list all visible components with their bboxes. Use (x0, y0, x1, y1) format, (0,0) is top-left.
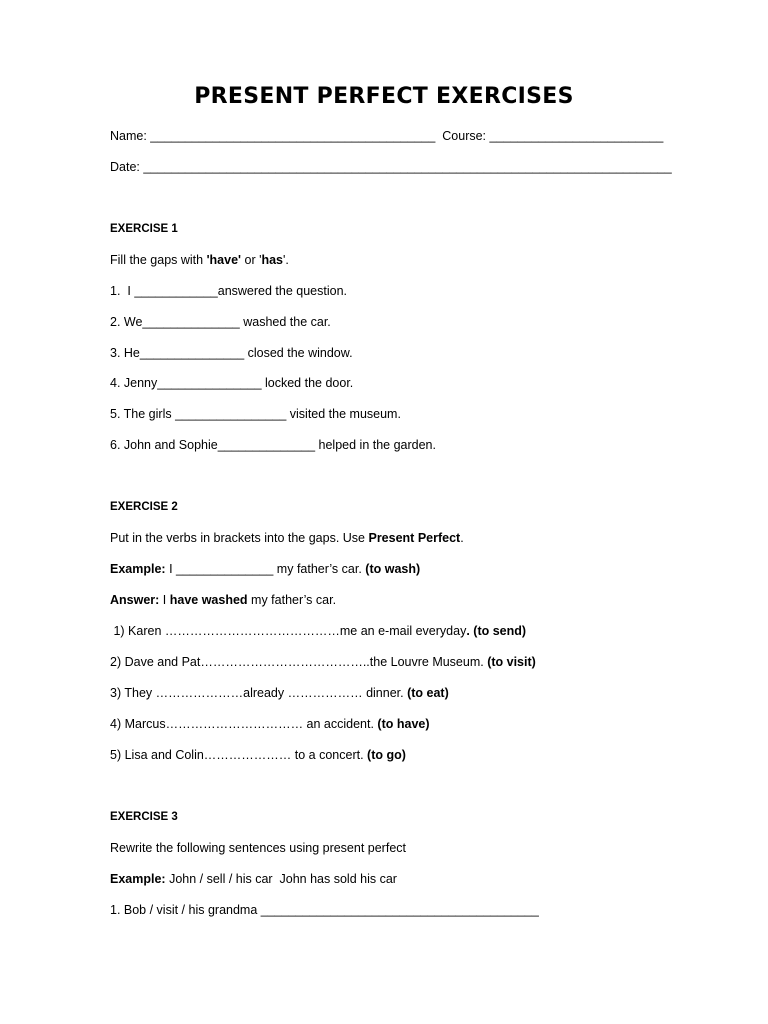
exercise-2-item: 2) Dave and Pat…………………………………..the Louvre Museum. (to visit) (110, 655, 536, 669)
exercise-1-item: 1. I ____________answered the question. (110, 284, 347, 298)
exercise-2-item: 4) Marcus…………………………… an accident. (to have) (110, 717, 430, 731)
exercise-1-item: 4. Jenny_______________ locked the door. (110, 376, 354, 390)
exercise-1-heading: EXERCISE 1 (110, 223, 178, 235)
exercise-3-item: 1. Bob / visit / his grandma ________________________________________ (110, 903, 539, 917)
exercise-1-item: 5. The girls ________________ visited the museum. (110, 407, 401, 421)
exercise-2-example: Example: I ______________ my father’s car. (to wash) (110, 562, 421, 576)
name-course-line: Name: _________________________________________ Course: _________________________ (110, 129, 664, 143)
exercise-2-item: 1) Karen ……………………………………me an e-mail everyday. (to send) (110, 624, 527, 638)
exercise-2-heading: EXERCISE 2 (110, 501, 178, 513)
exercise-1-item: 2. We______________ washed the car. (110, 315, 331, 329)
exercise-1-item: 3. He_______________ closed the window. (110, 346, 353, 360)
exercise-3-heading: EXERCISE 3 (110, 811, 178, 823)
exercise-2-instructions: Put in the verbs in brackets into the gaps. Use Present Perfect. (110, 531, 464, 545)
exercise-2-item: 5) Lisa and Colin………………… to a concert. (to go) (110, 748, 406, 762)
date-line: Date: ____________________________________________________________________________ (110, 160, 672, 174)
exercise-1-item: 6. John and Sophie______________ helped in the garden. (110, 438, 436, 452)
page-title: PRESENT PERFECT EXERCISES (194, 84, 574, 109)
exercise-3-instructions: Rewrite the following sentences using present perfect (110, 841, 406, 855)
exercise-3-example: Example: John / sell / his car John has sold his car (110, 872, 397, 886)
exercise-2-item: 3) They …………………already ……………… dinner. (to eat) (110, 686, 449, 700)
exercise-1-instructions: Fill the gaps with 'have' or 'has'. (110, 253, 289, 267)
exercise-2-answer: Answer: I have washed my father’s car. (110, 593, 337, 607)
